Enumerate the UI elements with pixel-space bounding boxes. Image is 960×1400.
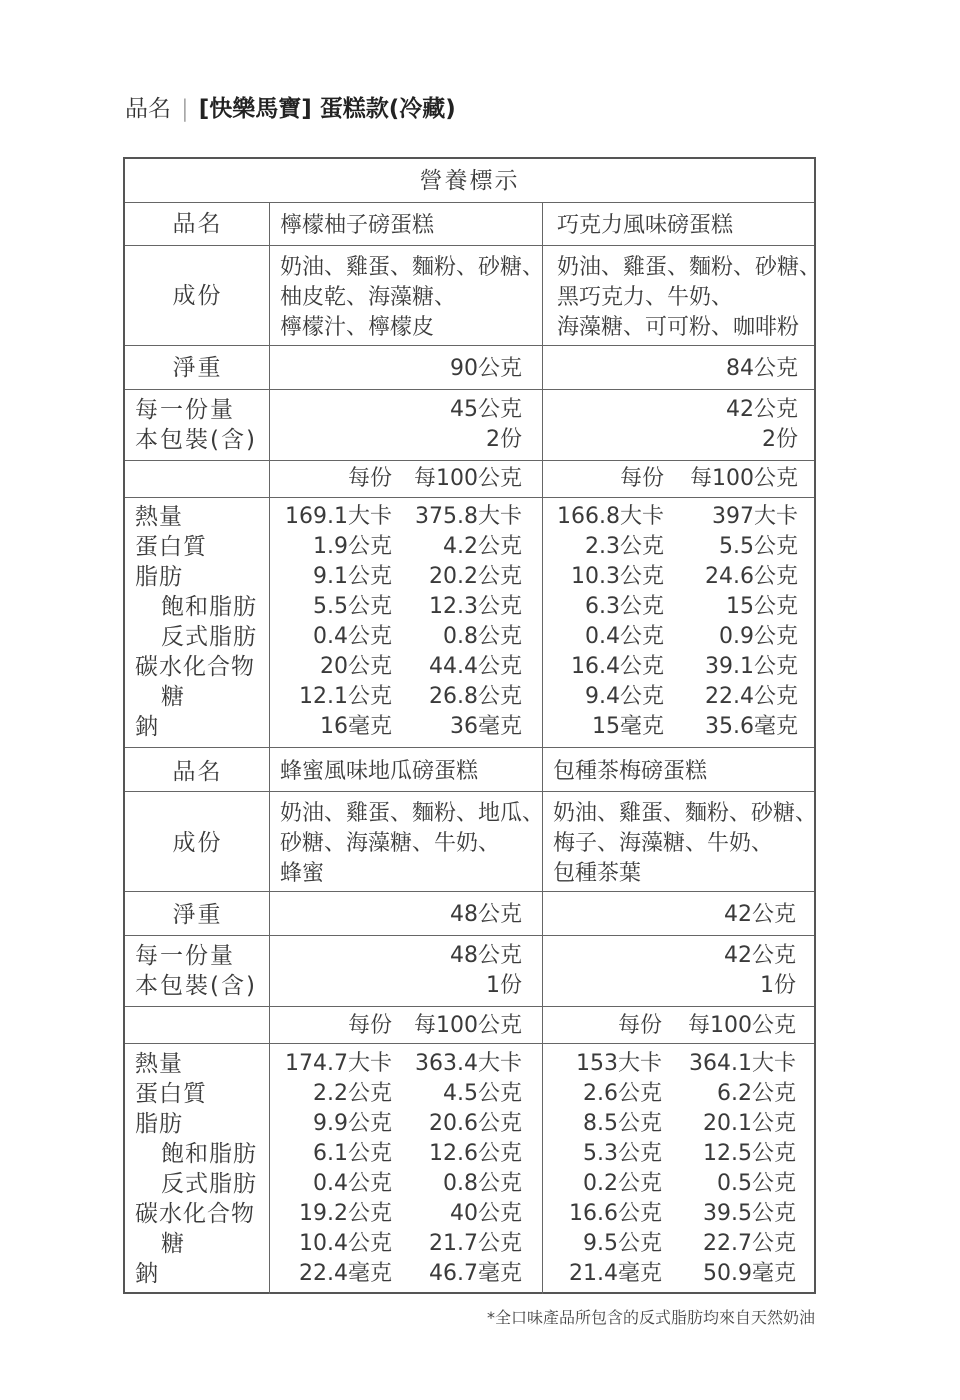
- row-divider: [125, 1006, 814, 1007]
- row-divider: [125, 345, 814, 346]
- serving-values: 45公克 2份: [450, 397, 522, 452]
- title-product-name: [快樂馬寶] 蛋糕款(冷藏): [198, 96, 456, 122]
- row-divider: [125, 1043, 814, 1044]
- row-divider: [125, 497, 814, 498]
- nutrient-values-per-100g: 363.4大卡 4.5公克 20.6公克 12.6公克 0.8公克 40公克 21.7公克 46.7毫克: [415, 1051, 522, 1286]
- label-net-weight: 淨重: [172, 902, 223, 928]
- serving-values: 48公克 1份: [450, 943, 522, 998]
- product-title: [125, 90, 456, 123]
- serving-values: 42公克 2份: [726, 397, 798, 452]
- ingredients-list: 奶油、雞蛋、麵粉、砂糖、 黑巧克力、牛奶、 海藻糖、可可粉、咖啡粉: [557, 255, 822, 340]
- row-divider: [125, 460, 814, 461]
- net-weight-value: 48公克: [450, 902, 522, 927]
- nutrient-values-per-serving: 174.7大卡 2.2公克 9.9公克 6.1公克 0.4公克 19.2公克 10.4公克 22.4毫克: [285, 1051, 392, 1286]
- nutrition-table: [123, 157, 822, 1294]
- nutrient-values-per-serving: 166.8大卡 2.3公克 10.3公克 6.3公克 0.4公克 16.4公克 9.4公克 15毫克: [557, 504, 664, 739]
- row-divider: [125, 747, 814, 748]
- row-divider: [125, 935, 814, 936]
- col-per-serving: 每份: [617, 1013, 662, 1038]
- label-ingredients: 成份: [172, 283, 223, 309]
- col-per-100g: 每100公克: [414, 466, 522, 491]
- nutrient-values-per-100g: 397大卡 5.5公克 24.6公克 15公克 0.9公克 39.1公克 22.4公克 35.6毫克: [705, 504, 798, 739]
- ingredients-list: 奶油、雞蛋、麵粉、砂糖、 柚皮乾、海藻糖、 檸檬汁、檸檬皮: [280, 255, 545, 340]
- nutrient-labels: 熱量 蛋白質 脂肪 飽和脂肪 反式脂肪 碳水化合物 糖 鈉: [135, 504, 257, 740]
- col-per-100g: 每100公克: [414, 1013, 522, 1038]
- row-divider: [125, 202, 814, 203]
- col-per-serving: 每份: [347, 1013, 392, 1038]
- col-per-100g: 每100公克: [688, 1013, 796, 1038]
- product-name: 蜂蜜風味地瓜磅蛋糕: [280, 759, 479, 784]
- title-separator: |: [181, 96, 189, 122]
- ingredients-list: 奶油、雞蛋、麵粉、地瓜、 砂糖、海藻糖、牛奶、 蜂蜜: [280, 801, 545, 886]
- column-divider: [542, 202, 543, 1294]
- nutrient-values-per-serving: 153大卡 2.6公克 8.5公克 5.3公克 0.2公克 16.6公克 9.5公克 21.4毫克: [569, 1051, 662, 1286]
- serving-labels: [135, 395, 257, 455]
- footnote: *全口味產品所包含的反式脂肪均來自天然奶油: [486, 1308, 815, 1327]
- net-weight-value: 42公克: [724, 902, 796, 927]
- table-heading: 營養標示: [419, 168, 520, 194]
- product-name: 檸檬柚子磅蛋糕: [280, 213, 435, 238]
- label-servings: 本包裝(含): [135, 427, 257, 453]
- row-divider: [125, 245, 814, 246]
- net-weight-value: 90公克: [450, 356, 522, 381]
- label-net-weight: 淨重: [172, 355, 223, 381]
- nutrient-values-per-100g: 375.8大卡 4.2公克 20.2公克 12.3公克 0.8公克 44.4公克 26.8公克 36毫克: [415, 504, 522, 739]
- row-divider: [125, 389, 814, 390]
- col-per-100g: 每100公克: [690, 466, 798, 491]
- row-divider: [125, 891, 814, 892]
- product-name: 巧克力風味磅蛋糕: [557, 213, 734, 238]
- label-name: 品名: [172, 211, 223, 237]
- title-label: 品名: [125, 96, 171, 122]
- nutrient-values-per-serving: 169.1大卡 1.9公克 9.1公克 5.5公克 0.4公克 20公克 12.1公克 16毫克: [285, 504, 392, 739]
- serving-values: 42公克 1份: [724, 943, 796, 998]
- net-weight-value: 84公克: [726, 356, 798, 381]
- serving-labels: [135, 941, 257, 1001]
- nutrient-labels: 熱量 蛋白質 脂肪 飽和脂肪 反式脂肪 碳水化合物 糖 鈉: [135, 1051, 257, 1287]
- row-divider: [125, 791, 814, 792]
- ingredients-list: 奶油、雞蛋、麵粉、砂糖、 梅子、海藻糖、牛奶、 包種茶葉: [553, 801, 818, 886]
- label-ingredients: 成份: [172, 830, 223, 856]
- label-servings: 本包裝(含): [135, 973, 257, 999]
- product-name: 包種茶梅磅蛋糕: [553, 759, 708, 784]
- label-serving-size: 每一份量: [135, 943, 235, 969]
- col-per-serving: 每份: [619, 466, 664, 491]
- label-serving-size: 每一份量: [135, 397, 235, 423]
- nutrient-values-per-100g: 364.1大卡 6.2公克 20.1公克 12.5公克 0.5公克 39.5公克 22.7公克 50.9毫克: [689, 1051, 796, 1286]
- label-name: 品名: [172, 759, 223, 785]
- col-per-serving: 每份: [347, 466, 392, 491]
